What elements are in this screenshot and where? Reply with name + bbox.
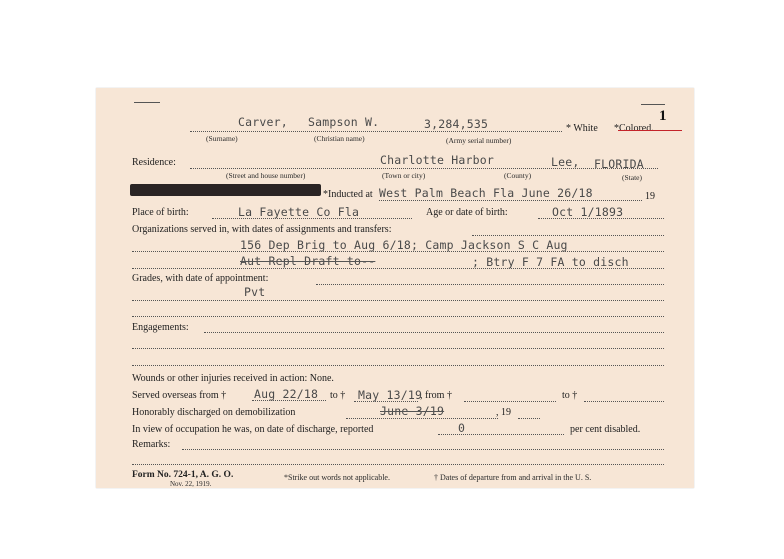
name-line: [190, 131, 562, 132]
discharge-year-line: [518, 418, 540, 419]
discharge-year: , 19: [496, 407, 511, 418]
birth-place-label: Place of birth:: [132, 207, 189, 218]
disability-label: In view of occupation he was, on date of discharge, reported: [132, 424, 374, 435]
organizations-line-0: [472, 235, 664, 236]
organizations-label: Organizations served in, with dates of assignments and transfers:: [132, 224, 392, 235]
town-caption: (Town or city): [382, 171, 426, 180]
inducted-label: *Inducted at: [323, 189, 373, 200]
overseas-from2-line: [464, 401, 556, 402]
card-number: 1: [659, 108, 667, 124]
inducted-year: 19: [645, 191, 655, 202]
surname-caption: (Surname): [206, 134, 238, 143]
birth-place-line: [212, 218, 412, 219]
birth-date-line: [538, 218, 664, 219]
redacted-enlistment-text: [130, 184, 321, 196]
overseas-to-label: to †: [330, 390, 346, 401]
overseas-label: Served overseas from †: [132, 390, 227, 401]
christian-name-value: Sampson W.: [308, 115, 380, 129]
organization-line-2a: Aut Repl Draft to--: [240, 254, 376, 268]
service-record-card: [96, 88, 694, 488]
inducted-value: West Palm Beach Fla June 26/18: [379, 186, 593, 200]
residence-label: Residence:: [132, 157, 176, 168]
street-caption: (Street and house number): [226, 171, 306, 180]
serial-caption: (Army serial number): [446, 136, 512, 145]
organization-line-2b: ; Btry F 7 FA to disch: [472, 255, 629, 269]
residence-line: [190, 168, 658, 169]
form-number: Form No. 724-1, A. G. O.: [132, 470, 234, 480]
colored-strikethrough: [618, 130, 682, 131]
town-value: Charlotte Harbor: [380, 153, 494, 167]
surname-value: Carver,: [238, 115, 288, 129]
overseas-to2-line: [584, 401, 664, 402]
overseas-from2-label: , from †: [420, 390, 452, 401]
engagements-label: Engagements:: [132, 322, 189, 333]
birth-place-value: La Fayette Co Fla: [238, 205, 360, 219]
grades-label: Grades, with date of appointment:: [132, 273, 269, 284]
birth-date-label: Age or date of birth:: [426, 207, 508, 218]
grades-line-1: [132, 300, 664, 301]
discharge-line: [346, 418, 498, 419]
grades-line-0: [316, 284, 664, 285]
christian-caption: (Christian name): [314, 134, 365, 143]
inducted-line: [379, 200, 642, 201]
overseas-to-line: [354, 401, 418, 402]
race-white: * White: [566, 123, 598, 134]
state-caption: (State): [622, 173, 642, 182]
engagements-line-2: [132, 365, 664, 366]
discharge-date-value: June 3/19: [380, 404, 445, 418]
grade-value: Pvt: [244, 285, 266, 299]
disability-line: [438, 434, 564, 435]
discharge-label: Honorably discharged on demobilization: [132, 407, 296, 418]
form-date: Nov. 22, 1919.: [170, 480, 212, 488]
overseas-to-value: May 13/19: [358, 388, 423, 402]
engagements-line-0: [204, 332, 664, 333]
county-value: Lee,: [551, 155, 580, 169]
birth-date-value: Oct 1/1893: [552, 205, 624, 219]
disability-value: 0: [458, 421, 466, 435]
organization-line-1: 156 Dep Brig to Aug 6/18; Camp Jackson S C Aug: [240, 238, 568, 252]
top-left-dash: [134, 102, 160, 103]
grades-line-2: [132, 316, 664, 317]
serial-number-value: 3,284,535: [424, 117, 489, 131]
county-caption: (County): [504, 171, 532, 180]
remarks-line-0: [182, 449, 664, 450]
wounds-text: Wounds or other injuries received in action: None.: [132, 373, 334, 384]
footnote-strike: *Strike out words not applicable.: [284, 473, 390, 482]
organizations-line-2: [132, 268, 664, 269]
engagements-line-1: [132, 348, 664, 349]
remarks-line-1: [132, 464, 664, 465]
state-value: FLORIDA: [594, 157, 644, 171]
disability-suffix: per cent disabled.: [570, 424, 641, 435]
footnote-dates: † Dates of departure from and arrival in the U. S.: [434, 473, 592, 482]
race-colored: *Colored.: [614, 123, 654, 134]
overseas-from-line: [252, 400, 326, 401]
remarks-label: Remarks:: [132, 439, 171, 450]
overseas-from-value: Aug 22/18: [254, 387, 319, 401]
organizations-line-1: [132, 251, 664, 252]
overseas-to2-label: to †: [562, 390, 578, 401]
top-right-dash: [641, 104, 665, 105]
